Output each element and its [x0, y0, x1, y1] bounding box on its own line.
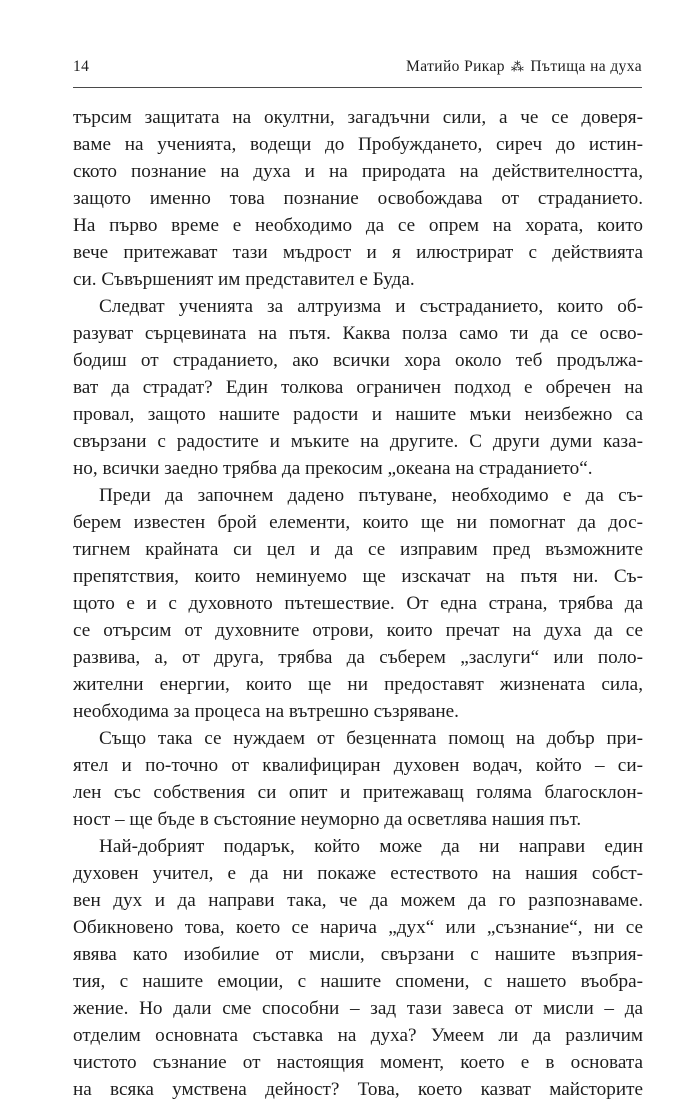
text-line: Обикновено това, което се нарича „дух“ или „съзнание“, ни се — [73, 917, 643, 938]
text-line: Следват ученията за алтруизма и състраданието, които об- — [99, 296, 643, 317]
text-line: жение. Но дали сме способни – зад тази завеса от мисли – да — [73, 998, 643, 1019]
text-line: ност – ще бъде в състояние неуморно да осветлява нашия път. — [73, 809, 582, 830]
text-line: тия, с нашите емоции, с нашите спомени, с нашето въобра- — [73, 971, 643, 992]
separator-ornament-icon: ⁂ — [510, 59, 525, 74]
text-line: ват да страдат? Един толкова ограничен подход е обречен на — [73, 377, 643, 398]
paragraph — [73, 104, 643, 293]
text-line: щото е и с духовното пътешествие. От една страна, трябва да — [73, 593, 643, 614]
text-line: провал, защото нашите радости и нашите мъки неизбежно са — [73, 404, 643, 425]
text-line: вече притежават тази мъдрост и я илюстрират с действията — [73, 242, 643, 263]
text-line: развива, а, от друга, трябва да съберем „заслуги“ или поло- — [73, 647, 643, 668]
paragraph — [73, 293, 643, 482]
text-line: ятел и по-точно от квалифициран духовен водач, който – си- — [73, 755, 643, 776]
text-line: бодиш от страданието, ако всички хора около теб продължа- — [73, 350, 643, 371]
author-name: Матийо Рикар — [406, 58, 505, 75]
paragraph — [73, 833, 643, 1103]
text-line: но, всички заедно трябва да прекосим „океана на страданието“. — [73, 458, 593, 479]
text-line: явява като изобилие от мисли, свързани с нашите възприя- — [73, 944, 643, 965]
body-text — [73, 104, 643, 1103]
text-line: свързани с радостите и мъките на другите. С други думи каза- — [73, 431, 643, 452]
text-line: Най-добрият подарък, който може да ни направи един — [99, 836, 643, 857]
text-line: На първо време е необходимо да се опрем на хората, които — [73, 215, 643, 236]
header-rule — [73, 87, 642, 88]
text-line: лен със собствения си опит и притежаващ голяма благосклон- — [73, 782, 643, 803]
text-line: вен дух и да направи така, че да можем да го разпознаваме. — [73, 890, 643, 911]
text-line: защото именно това познание освобождава от страданието. — [73, 188, 643, 209]
book-title: Пътища на духа — [530, 58, 642, 75]
text-line: ското познание на духа и на природата на действителността, — [73, 161, 643, 182]
text-line: чистото съзнание от настоящия момент, което е в основата — [73, 1052, 643, 1073]
text-line: духовен учител, е да ни покаже естеството на нашия собст- — [73, 863, 643, 884]
text-line: на всяка умствена дейност? Това, което казват майсторите — [73, 1079, 643, 1100]
paragraph — [73, 725, 643, 833]
text-line: отделим основната съставка на духа? Умеем ли да различим — [73, 1025, 643, 1046]
header-author-title — [406, 58, 642, 76]
text-line: берем известен брой елементи, които ще ни помогнат да дос- — [73, 512, 643, 533]
text-line: ваме на ученията, водещи до Пробуждането, сиреч до истин- — [73, 134, 643, 155]
page-number: 14 — [73, 58, 90, 75]
text-line: Също така се нуждаем от безценната помощ на добър при- — [99, 728, 643, 749]
text-line: се отърсим от духовните отрови, които пречат на духа да се — [73, 620, 643, 641]
text-line: препятствия, които неминуемо ще изскачат на пътя ни. Съ- — [73, 566, 643, 587]
text-line: тигнем крайната си цел и да се изправим пред възможните — [73, 539, 643, 560]
text-line: необходима за процеса на вътрешно съзряване. — [73, 701, 459, 722]
running-head — [73, 58, 642, 82]
text-line: жителни енергии, които ще ни предоставят жизнената сила, — [73, 674, 643, 695]
text-line: си. Съвършеният им представител е Буда. — [73, 269, 415, 290]
text-line: Преди да започнем дадено пътуване, необходимо е да съ- — [99, 485, 643, 506]
text-line: търсим защитата на окултни, загадъчни сили, а че се доверя- — [73, 107, 643, 128]
paragraph — [73, 482, 643, 725]
text-line: разуват сърцевината на пътя. Каква полза само ти да се осво- — [73, 323, 643, 344]
